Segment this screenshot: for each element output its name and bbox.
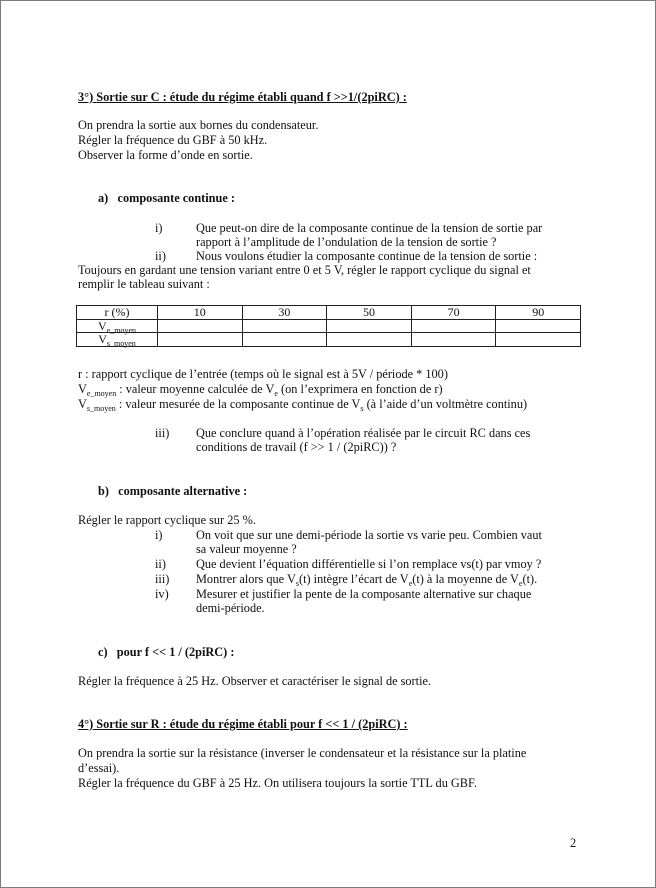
instruction-line-1: Toujours en gardant une tension variant entre 0 et 5 V, régler le rapport cyclique du signal et [78, 263, 531, 277]
row-label-vs-moyen: $V_{s\_moyen}$ [77, 333, 158, 347]
instruction-line-2: remplir le tableau suivant : [78, 277, 210, 291]
part-b-iii-line-1: Montrer alors que $V_s(t)$ intègre l’écart de $V_e(t)$ à la moyenne de $V_e(t)$. [196, 572, 538, 588]
table-cell [242, 319, 327, 333]
part-b-iii-number: iii) [155, 572, 170, 586]
legend-r: r : rapport cyclique de l’entrée (temps où le signal est à 5V / période * 100) [78, 367, 448, 381]
part-b-ii-number: ii) [155, 557, 166, 571]
table-row [77, 333, 581, 347]
part-b-i-line-2: sa valeur moyenne ? [196, 542, 297, 556]
part-b-iv-number: iv) [155, 587, 169, 601]
part-b-label: b) [98, 484, 109, 498]
legend-ve-moyen: $V_{e\_moyen}$ : valeur moyenne calculée de $V_e$ (on l’exprimera en fonction de r) [78, 382, 443, 398]
table-header-cell: 10 [158, 306, 243, 320]
part-b-ii-line-1: Que devient l’équation différentielle si l’on remplace vs(t) par vmoy ? [196, 557, 542, 571]
table-cell [327, 319, 412, 333]
part-b-i-line-1: On voit que sur une demi-période la sortie vs varie peu. Combien vaut [196, 528, 542, 542]
section-3-line-1: On prendra la sortie aux bornes du condensateur. [78, 118, 319, 132]
table-cell [242, 333, 327, 347]
table-header-cell: r (%) [77, 306, 158, 320]
section-3-heading [78, 90, 407, 105]
table-cell [158, 319, 243, 333]
question-iii-number: iii) [155, 426, 170, 440]
question-i-number: i) [155, 221, 163, 235]
part-a-title: composante continue : [117, 191, 235, 205]
legend-vs-moyen: $V_{s\_moyen}$ : valeur mesurée de la composante continue de $V_s$ (à l’aide d’un voltmètre continu) [78, 397, 528, 413]
part-c-heading [98, 645, 234, 660]
table-cell [158, 333, 243, 347]
section-3-number: 3°) [78, 90, 94, 104]
question-ii-line-1: Nous voulons étudier la composante continue de la tension de sortie : [196, 249, 538, 263]
table-header-cell: 90 [496, 306, 581, 320]
question-iii-line-2: conditions de travail (f >> 1 / (2piRC)) ? [196, 440, 397, 454]
table-cell [411, 333, 496, 347]
section-4-title: Sortie sur R : étude du régime établi pour f << 1 / (2piRC) : [96, 717, 408, 731]
section-4-number: 4°) [78, 717, 94, 731]
part-b-iv-line-2: demi-période. [196, 601, 265, 615]
part-a-heading [98, 191, 235, 206]
part-b-intro: Régler le rapport cyclique sur 25 %. [78, 513, 256, 527]
part-c-title: pour f << 1 / (2piRC) : [116, 645, 235, 659]
part-b-iv-line-1: Mesurer et justifier la pente de la composante alternative sur chaque [196, 587, 532, 601]
row-label-ve-moyen: $V_{e\_moyen}$ [77, 319, 158, 333]
part-b-title: composante alternative : [118, 484, 248, 498]
section-3-title: Sortie sur C : étude du régime établi quand f >>1/(2piRC) : [96, 90, 407, 104]
table-header-cell: 70 [411, 306, 496, 320]
section-3-line-3: Observer la forme d’onde en sortie. [78, 148, 253, 162]
table-cell [496, 333, 581, 347]
section-4-line-1: On prendra la sortie sur la résistance (inverser le condensateur et la résistance sur la platine [78, 746, 527, 760]
section-4-line-3: Régler la fréquence du GBF à 25 Hz. On utilisera toujours la sortie TTL du GBF. [78, 776, 477, 790]
section-3-line-2: Régler la fréquence du GBF à 50 kHz. [78, 133, 268, 147]
table-header-cell: 50 [327, 306, 412, 320]
part-c-label: c) [98, 645, 108, 659]
question-ii-number: ii) [155, 249, 166, 263]
part-c-text: Régler la fréquence à 25 Hz. Observer et caractériser le signal de sortie. [78, 674, 432, 688]
table-header-cell: 30 [242, 306, 327, 320]
question-i-line-1: Que peut-on dire de la composante continue de la tension de sortie par [196, 221, 543, 235]
table-row [77, 319, 581, 333]
section-4-heading [78, 717, 408, 732]
part-a-label: a) [98, 191, 109, 205]
table-header-row [77, 306, 581, 320]
page-number: 2 [570, 836, 577, 850]
section-4-line-2: d’essai). [78, 761, 120, 775]
table-cell [411, 319, 496, 333]
part-b-heading [98, 484, 247, 499]
table-cell [496, 319, 581, 333]
data-table [76, 305, 581, 347]
question-i-line-2: rapport à l’amplitude de l’ondulation de la tension de sortie ? [196, 235, 497, 249]
table-cell [327, 333, 412, 347]
question-iii-line-1: Que conclure quand à l’opération réalisée par le circuit RC dans ces [196, 426, 531, 440]
part-b-i-number: i) [155, 528, 163, 542]
